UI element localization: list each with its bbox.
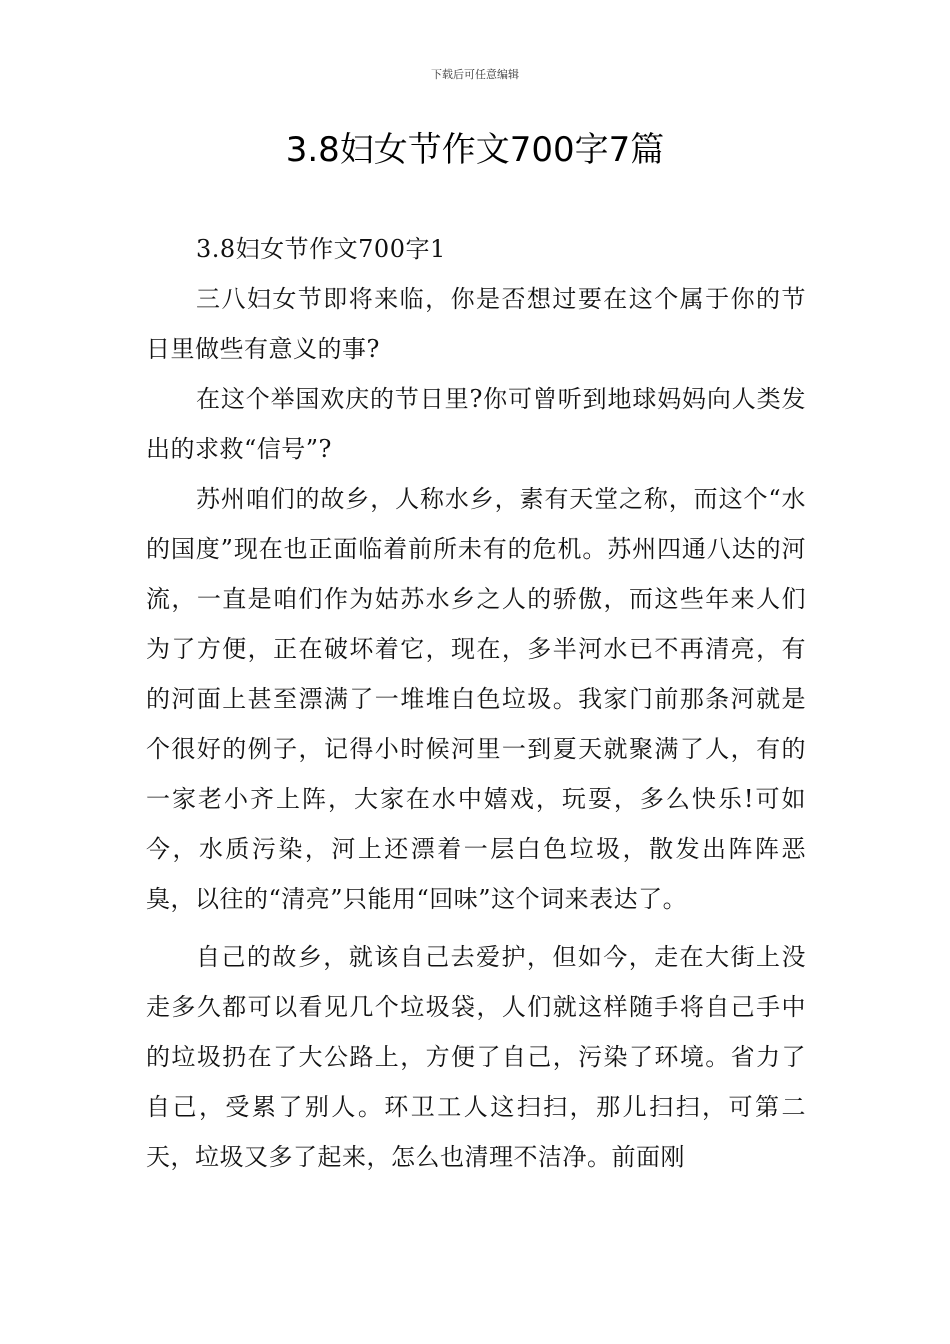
document-body bbox=[146, 224, 806, 1182]
document-title: 3.8妇女节作文700字7篇 bbox=[285, 130, 665, 170]
section-heading: 3.8妇女节作文700字1 bbox=[196, 235, 446, 263]
paragraph-4: 自己的故乡，就该自己去爱护，但如今，走在大街上没走多久都可以看见几个垃圾袋，人们就这样随手将自己手中的垃圾扔在了大公路上，方便了自己，污染了环境。省力了自己，受累了别人。环卫工人这扫扫，那儿扫扫，可第二天，垃圾又多了起来，怎么也清理不洁净。前面刚 bbox=[146, 943, 806, 1171]
paragraph-1: 三八妇女节即将来临，你是否想过要在这个属于你的节日里做些有意义的事? bbox=[146, 285, 806, 363]
paragraph-2: 在这个举国欢庆的节日里?你可曾听到地球妈妈向人类发出的求救“信号”? bbox=[146, 385, 806, 463]
paragraph-3: 苏州咱们的故乡，人称水乡，素有天堂之称，而这个“水的国度”现在也正面临着前所未有的危机。苏州四通八达的河流，一直是咱们作为姑苏水乡之人的骄傲，而这些年来人们为了方便，正在破坏着它，现在，多半河水已不再清亮，有的河面上甚至漂满了一堆堆白色垃圾。我家门前那条河就是个很好的例子，记得小时候河里一到夏天就聚满了人，有的一家老小齐上阵，大家在水中嬉戏，玩耍，多么快乐!可如今，水质污染，河上还漂着一层白色垃圾，散发出阵阵恶臭，以往的“清亮”只能用“回味”这个词来表达了。 bbox=[146, 485, 806, 913]
header-note: 下载后可任意编辑 bbox=[431, 68, 519, 81]
